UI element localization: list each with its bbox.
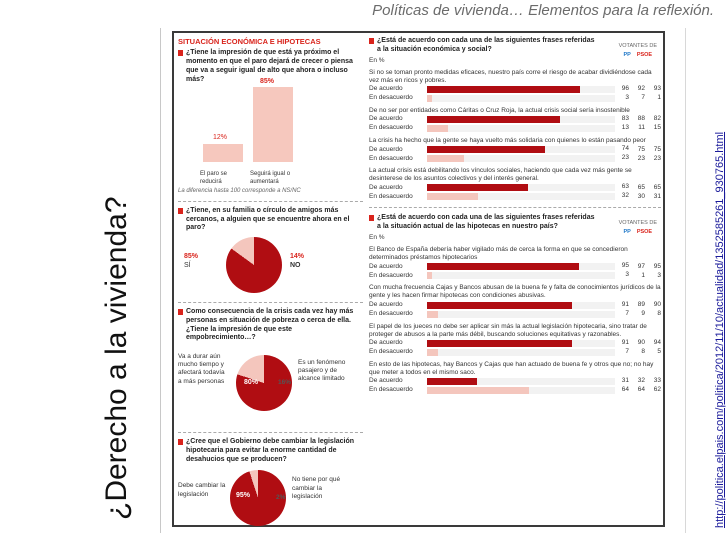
response-value: 63 xyxy=(621,183,629,191)
q1-label-increase: Seguirá igual o aumentará xyxy=(250,171,291,185)
response-bar-track xyxy=(427,271,629,279)
q2-pie-chart xyxy=(226,237,282,293)
separator xyxy=(178,432,363,433)
q2-yes-value: 85% xyxy=(184,253,199,261)
response-value: 3 xyxy=(625,93,629,101)
rb2-statement: El papel de los jueces no debe ser aplicar sin más la actual legislación hipotecaria, sino tratar de proteger de abusos a la parte más débil, buscando soluciones equitativas y razonables. xyxy=(369,322,647,338)
response-bar-track xyxy=(427,93,629,102)
rb1-statement: De no ser por entidades como Cáritas o Cruz Roja, la actual crisis social sería insostenible xyxy=(369,106,630,114)
q2-question: ¿Tiene, en su familia o círculo de amigos más cercanos, a alguien que se encuentre ahora en el paro? xyxy=(178,207,363,233)
q1-value-increase: 85% xyxy=(260,77,275,85)
psoe-value: 62 xyxy=(653,386,661,394)
response-row xyxy=(369,271,661,280)
rb2-statement: Con mucha frecuencia Cajas y Bancos abusan de la buena fe y falta de conocimientos jurídicos de la gente y les hacen firmar hipotecas con condiciones abusivas. xyxy=(369,284,661,300)
psoe-value: 31 xyxy=(653,192,661,200)
response-value: 23 xyxy=(621,154,629,162)
response-row xyxy=(369,386,661,395)
response-row xyxy=(369,154,661,163)
psoe-value: 5 xyxy=(657,348,661,356)
q1-bar-increase xyxy=(253,87,293,162)
response-bar xyxy=(427,378,477,385)
pp-value: 97 xyxy=(637,262,645,270)
q1-note: La diferencia hasta 100 corresponde a NS/NC xyxy=(178,188,301,195)
response-label: En desacuerdo xyxy=(369,386,413,394)
response-value: 3 xyxy=(625,271,629,279)
pp-value: 89 xyxy=(637,300,645,308)
response-bar-track xyxy=(427,183,629,191)
rb2-items xyxy=(369,246,661,395)
psoe-value: 15 xyxy=(653,124,661,132)
pp-value: 88 xyxy=(637,115,645,123)
response-bar xyxy=(427,193,478,200)
pp-value: 92 xyxy=(637,85,645,93)
response-row xyxy=(369,94,661,103)
response-row xyxy=(369,301,661,310)
divider-line-right xyxy=(685,28,686,533)
response-label: En desacuerdo xyxy=(369,154,413,162)
rb2-unit: En % xyxy=(369,233,385,241)
q2-no-value: 14% xyxy=(290,253,305,261)
pp-label: PP xyxy=(623,229,631,236)
psoe-value: 8 xyxy=(657,309,661,317)
right-block-2 xyxy=(369,214,661,395)
source-link[interactable]: http://politica.elpais.com/politica/2012/11/10/actualidad/1352585261_930765.html xyxy=(714,131,726,528)
response-row xyxy=(369,348,661,357)
psoe-label: PSOE xyxy=(636,229,653,236)
q3-pie-block xyxy=(178,343,363,427)
response-label: En desacuerdo xyxy=(369,124,413,132)
rb1-statement: Si no se toman pronto medidas eficaces, nuestro país corre el riesgo de acabar dividiéndose cada vez más en ricos y pobres. xyxy=(369,68,652,84)
q1-bar-chart xyxy=(178,77,363,188)
pp-value: 64 xyxy=(637,386,645,394)
response-bar xyxy=(427,155,464,162)
response-row xyxy=(369,192,661,201)
psoe-value: 65 xyxy=(653,183,661,191)
separator xyxy=(178,201,363,202)
q1-label-decrease: El paro se reducirá xyxy=(200,171,228,185)
response-value: 91 xyxy=(621,300,629,308)
q4-question: ¿Cree que el Gobierno debe cambiar la legislación hipotecaria para evitar la enorme cantidad de desahucios que se producen? xyxy=(178,438,363,464)
q4-right-value: 2% xyxy=(276,494,286,502)
response-value: 74 xyxy=(621,145,629,153)
response-value: 13 xyxy=(621,124,629,131)
response-bar xyxy=(427,146,545,153)
response-bar-track xyxy=(427,262,629,270)
response-bar-track xyxy=(427,145,629,153)
response-bar xyxy=(427,184,528,191)
pp-value: 30 xyxy=(637,192,645,200)
pp-label: PP xyxy=(623,51,631,58)
q4-left-value: 95% xyxy=(236,492,251,500)
q1-question: ¿Tiene la impresión de que está ya próximo el momento en que el paro dejará de crecer o piensa que va a seguir igual de alto que ahora o incluso más? xyxy=(178,49,363,84)
response-bar xyxy=(427,311,438,318)
response-label: De acuerdo xyxy=(369,145,403,153)
q3-right-value: 16% xyxy=(278,379,292,387)
psoe-value: 3 xyxy=(657,271,661,279)
response-value: 96 xyxy=(621,84,629,92)
response-bar-track xyxy=(427,84,629,93)
q1-bar-decrease xyxy=(203,144,243,162)
q3-left-value: 80% xyxy=(244,379,259,387)
response-label: En desacuerdo xyxy=(369,192,413,200)
response-label: De acuerdo xyxy=(369,300,403,308)
response-value: 32 xyxy=(621,192,629,200)
response-row xyxy=(369,339,661,348)
response-row xyxy=(369,310,661,319)
psoe-value: 94 xyxy=(653,339,661,347)
response-label: En desacuerdo xyxy=(369,309,413,317)
q4-pie-block xyxy=(178,464,363,536)
psoe-value: 82 xyxy=(653,115,661,123)
response-value: 91 xyxy=(621,338,629,346)
response-label: De acuerdo xyxy=(369,85,403,93)
response-row xyxy=(369,85,661,94)
response-row xyxy=(369,377,661,386)
q1-value-decrease: 12% xyxy=(213,133,228,141)
psoe-label: PSOE xyxy=(636,51,653,58)
response-bar-track xyxy=(427,115,629,123)
response-bar xyxy=(427,263,579,270)
response-bar xyxy=(427,86,580,93)
response-row xyxy=(369,145,661,154)
response-bar-track xyxy=(427,154,629,162)
response-label: De acuerdo xyxy=(369,262,403,270)
pp-value: 65 xyxy=(637,183,645,191)
rb1-statement: La actual crisis está debilitando los vínculos sociales, haciendo que cada vez más gente se desinterese de los asuntos colectivos y del interés general. xyxy=(369,167,632,183)
pp-value: 8 xyxy=(641,348,645,356)
q2-pie-block xyxy=(178,233,363,297)
response-bar xyxy=(427,349,438,356)
response-label: En desacuerdo xyxy=(369,348,413,356)
response-row xyxy=(369,262,661,271)
response-bar xyxy=(427,302,572,309)
q3-question: Como consecuencia de la crisis cada vez hay más personas en situación de pobreza o cerca de ella. ¿Tiene la impresión de que este empobrecimiento…? xyxy=(178,308,363,343)
response-label: De acuerdo xyxy=(369,183,403,191)
rb1-votes-header: VOTANTES DE PP PSOE xyxy=(618,43,657,58)
rb2-votes-header: VOTANTES DE PP PSOE xyxy=(618,220,657,236)
psoe-value: 23 xyxy=(653,154,661,162)
pp-value: 1 xyxy=(641,271,645,279)
psoe-value: 75 xyxy=(653,145,661,153)
separator xyxy=(369,207,661,208)
response-label: En desacuerdo xyxy=(369,271,413,279)
q2-no-label: NO xyxy=(290,261,301,269)
rb2-statement: En esto de las hipotecas, hay Bancos y Cajas que han actuado de buena fe y otros que no; no hay que meter a todos en el mismo saco. xyxy=(369,360,654,376)
response-bar xyxy=(427,116,560,123)
response-bar xyxy=(427,387,529,394)
response-bar-track xyxy=(427,386,629,394)
left-column xyxy=(178,37,363,536)
q3-left-label: Va a durar aún mucho tiempo y afectará todavía a más personas xyxy=(178,353,225,385)
psoe-value: 33 xyxy=(653,377,661,385)
rb1-unit: En % xyxy=(369,56,385,64)
psoe-value: 90 xyxy=(653,300,661,308)
response-label: En desacuerdo xyxy=(369,94,413,102)
response-bar xyxy=(427,95,432,102)
psoe-value: 93 xyxy=(653,85,661,93)
response-bar-track xyxy=(427,124,629,132)
response-bar-track xyxy=(427,338,629,347)
pp-value: 9 xyxy=(641,309,645,317)
response-label: De acuerdo xyxy=(369,115,403,123)
section-title: SITUACIÓN ECONÓMICA E HIPOTECAS xyxy=(178,37,321,46)
separator xyxy=(178,302,363,303)
response-value: 95 xyxy=(621,262,629,270)
pp-value: 23 xyxy=(637,154,645,162)
divider-line xyxy=(160,28,161,533)
vertical-title: ¿Derecho a la vivienda? xyxy=(100,196,133,520)
right-block-1 xyxy=(369,37,661,201)
rb1-question: ¿Está de acuerdo con cada una de las siguientes frases referidas a la situación económica y social? xyxy=(369,37,599,55)
psoe-value: 1 xyxy=(657,94,661,102)
response-value: 7 xyxy=(625,309,629,317)
response-row xyxy=(369,183,661,192)
response-value: 64 xyxy=(621,386,629,393)
q4-right-label: No tiene por qué cambiar la legislación xyxy=(292,476,341,500)
rb2-statement: El Banco de España debería haber vigilado más de cerca la forma en que se concedieron determinados préstamos hipotecarios xyxy=(369,246,628,262)
right-column xyxy=(369,37,661,395)
pp-value: 32 xyxy=(637,377,645,385)
page-header: Políticas de vivienda… Elementos para la reflexión. xyxy=(372,2,714,19)
response-row xyxy=(369,115,661,124)
response-bar xyxy=(427,125,448,132)
response-bar-track xyxy=(427,192,629,200)
pp-value: 7 xyxy=(641,94,645,102)
pp-value: 11 xyxy=(638,124,645,132)
response-value: 7 xyxy=(625,347,629,355)
pp-value: 75 xyxy=(637,145,645,153)
infographic-panel xyxy=(172,31,665,527)
response-value: 31 xyxy=(621,377,629,384)
rb2-question: ¿Está de acuerdo con cada una de las siguientes frases referidas a la situación actual de las hipotecas en nuestro país? xyxy=(369,214,599,232)
response-label: De acuerdo xyxy=(369,339,403,347)
q2-yes-label: SÍ xyxy=(184,261,191,269)
response-value: 83 xyxy=(621,115,629,122)
response-bar-track xyxy=(427,309,629,318)
q3-right-label: Es un fenómeno pasajero y de alcance limitado xyxy=(298,359,346,383)
psoe-value: 95 xyxy=(653,262,661,270)
response-label: De acuerdo xyxy=(369,377,403,385)
q4-left-label: Debe cambiar la legislación xyxy=(178,482,226,498)
response-bar xyxy=(427,340,572,347)
response-bar-track xyxy=(427,300,629,309)
response-bar xyxy=(427,272,432,279)
response-row xyxy=(369,124,661,133)
rb1-statement: La crisis ha hecho que la gente se haya vuelto más solidaria con quienes lo están pasando peor xyxy=(369,137,646,144)
response-bar-track xyxy=(427,347,629,356)
response-bar-track xyxy=(427,377,629,385)
rb1-items xyxy=(369,69,661,202)
pp-value: 90 xyxy=(637,339,645,347)
